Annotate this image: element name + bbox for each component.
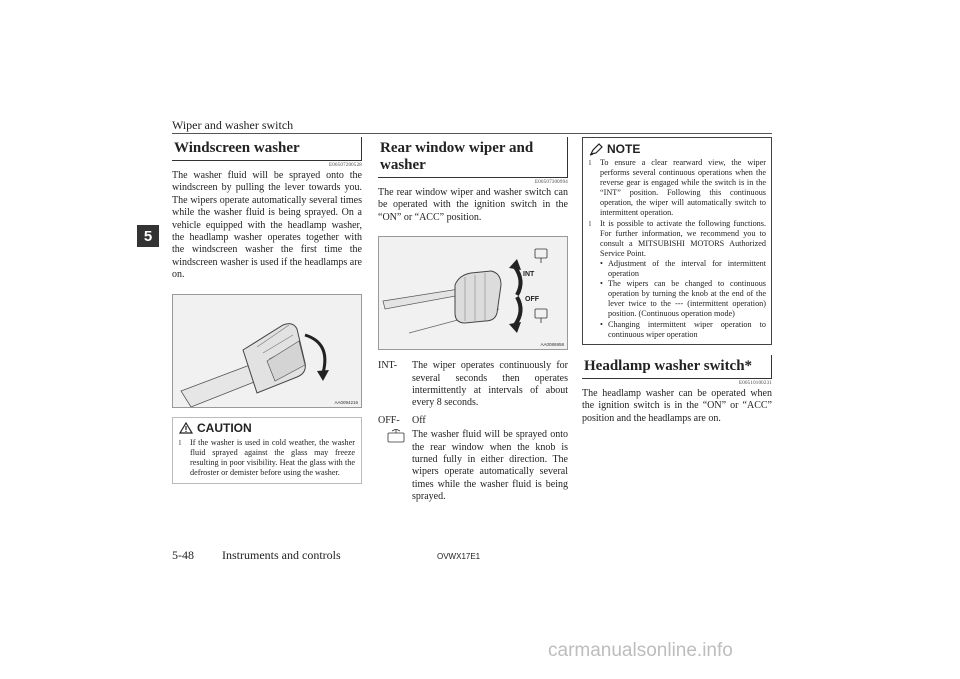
caution-box bbox=[172, 417, 362, 484]
column-right bbox=[582, 137, 772, 425]
fig-off-label: OFF bbox=[525, 296, 539, 304]
note-box bbox=[582, 137, 772, 345]
windscreen-figure-code: AA0094216 bbox=[334, 399, 358, 405]
note-item bbox=[589, 219, 766, 259]
headlamp-washer-heading: Headlamp washer switch* bbox=[582, 355, 772, 379]
rear-wiper-heading: Rear window wiper and washer bbox=[378, 137, 568, 178]
rear-switch-illustration bbox=[379, 237, 567, 349]
caution-label: CAUTION bbox=[197, 420, 252, 435]
note-subtext: Changing intermittent wiper operation to continuous wiper operation bbox=[608, 319, 766, 339]
windscreen-washer-heading: Windscreen washer bbox=[172, 137, 362, 161]
note-subitem bbox=[589, 320, 766, 340]
headlamp-body: The headlamp washer can be operated when the ignition switch is in the “ON” or “ACC” position and the headlamps are on. bbox=[582, 387, 772, 424]
caution-item bbox=[179, 438, 355, 478]
note-subtext: Adjustment of the interval for intermittent operation bbox=[608, 258, 766, 279]
note-text: To ensure a clear rearward view, the wiper performs several continuous operations when the reverse gear is engaged while the switch is in the “INT” position. Following this continuous operation, the wiper will automatically switch to intermittent operation. bbox=[600, 158, 766, 218]
off-description: Off bbox=[412, 414, 426, 426]
washer-description: The washer fluid will be sprayed onto the rear window when the knob is turned fully in either direction. The wipers operate automatically several times while the washer fluid is being sprayed. bbox=[412, 429, 568, 503]
washer-definition bbox=[378, 429, 568, 503]
bullet-icon: l bbox=[179, 438, 181, 447]
rear-figure-code: AA0086958 bbox=[540, 342, 564, 348]
windscreen-figure bbox=[172, 294, 362, 408]
footer-page-number: 5-48 bbox=[172, 548, 194, 562]
footer-section: Instruments and controls bbox=[222, 548, 341, 562]
rear-section-code: E00507300994 bbox=[535, 180, 568, 185]
column-middle bbox=[378, 137, 568, 504]
watermark: carmanualsonline.info bbox=[548, 640, 733, 661]
bullet-icon: l bbox=[589, 159, 591, 167]
off-term: OFF- bbox=[378, 414, 400, 426]
rear-washer-icon-top bbox=[535, 249, 547, 263]
rear-washer-icon bbox=[386, 429, 408, 443]
windscreen-body: The washer fluid will be sprayed onto the windscreen by pulling the lever towards you. The wipers operate automatically several times while the washer fluid is being sprayed. On a vehicle equipped with the headlamp washer, the headlamp washer operates together with the windscreen washer the first time the windscreen washer is used if the headlamps are on. bbox=[172, 170, 362, 281]
footer-code: OVWX17E1 bbox=[437, 552, 481, 561]
wiper-lever-illustration bbox=[173, 295, 361, 407]
note-subtext: The wipers can be changed to continuous operation by turning the knob at the end of the lever twice to the --- (intermittent operation) position. (Continuous operation mode) bbox=[608, 279, 766, 319]
off-definition bbox=[378, 415, 568, 427]
sub-bullet: • bbox=[600, 319, 603, 329]
chapter-tab: 5 bbox=[137, 225, 159, 247]
running-header: Wiper and washer switch bbox=[172, 118, 294, 132]
fig-int-label: INT bbox=[523, 271, 535, 279]
bullet-icon: l bbox=[589, 219, 591, 228]
header-rule bbox=[172, 133, 772, 134]
note-item bbox=[589, 158, 766, 219]
int-term: INT- bbox=[378, 360, 398, 372]
note-text: It is possible to activate the following functions. For further information, we recommend you to consult a MITSUBISHI MOTORS Authorized Service Point. bbox=[600, 218, 766, 258]
column-left bbox=[172, 137, 362, 484]
note-label: NOTE bbox=[607, 142, 641, 156]
note-subitem bbox=[589, 259, 766, 279]
caution-text: If the washer is used in cold weather, the washer fluid sprayed against the glass may freeze resulting in poor visibility. Heat the glass with the defroster or demister before using the washer. bbox=[190, 437, 355, 477]
rear-figure bbox=[378, 236, 568, 350]
note-header bbox=[583, 138, 771, 158]
note-subitem bbox=[589, 279, 766, 319]
int-definition bbox=[378, 360, 568, 410]
int-description: The wiper operates continuously for several seconds then operates intermittently at intervals of about every 8 seconds. bbox=[412, 360, 568, 409]
sub-bullet: • bbox=[600, 279, 603, 289]
headlamp-section-code: E00510100231 bbox=[739, 380, 772, 386]
rear-body: The rear window wiper and washer switch can be operated with the ignition switch in the “ON” or “ACC” position. bbox=[378, 187, 568, 223]
warning-icon bbox=[179, 422, 193, 434]
washer-term bbox=[378, 429, 412, 503]
rear-washer-icon-bottom bbox=[535, 309, 547, 323]
caution-header bbox=[173, 418, 361, 438]
windscreen-section-code: E00507200528 bbox=[329, 163, 362, 168]
sub-bullet: • bbox=[600, 258, 603, 268]
note-icon bbox=[589, 143, 603, 156]
